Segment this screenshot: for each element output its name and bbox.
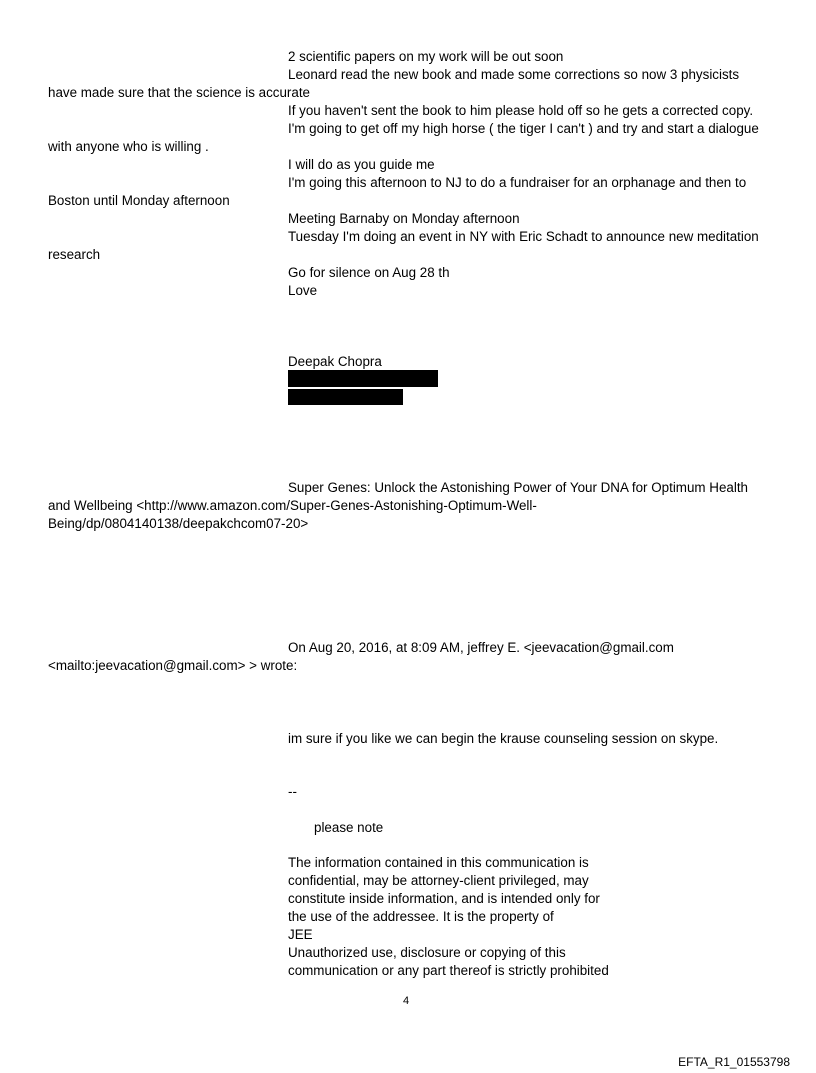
body-line: I'm going this afternoon to NJ to do a fundraiser for an orphanage and then to <box>288 175 747 190</box>
body-line: have made sure that the science is accurate <box>48 85 311 100</box>
quote-header: <mailto:jeevacation@gmail.com> > wrote: <box>48 658 298 673</box>
signature-name: Deepak Chopra <box>288 354 382 369</box>
body-line: 2 scientific papers on my work will be out soon <box>288 49 564 64</box>
quote-message: im sure if you like we can begin the krause counseling session on skype. <box>288 731 719 746</box>
book-link[interactable]: and Wellbeing <http://www.amazon.com/Super-Genes-Astonishing-Optimum-Well- <box>48 498 537 513</box>
disclaimer-line: the use of the addressee. It is the property of <box>288 909 554 924</box>
note-title: please note <box>314 820 384 835</box>
body-line: Meeting Barnaby on Monday afternoon <box>288 211 520 226</box>
book-promo: Super Genes: Unlock the Astonishing Power of Your DNA for Optimum Health <box>288 480 748 495</box>
body-line: Tuesday I'm doing an event in NY with Eric Schadt to announce new meditation <box>288 229 759 244</box>
body-line: Go for silence on Aug 28 th <box>288 265 450 280</box>
body-line: If you haven't sent the book to him please hold off so he gets a corrected copy. <box>288 103 754 118</box>
disclaimer-line: The information contained in this communication is <box>288 855 589 870</box>
body-line: Leonard read the new book and made some corrections so now 3 physicists <box>288 67 740 82</box>
disclaimer-line: Unauthorized use, disclosure or copying of this <box>288 945 566 960</box>
body-line: Boston until Monday afternoon <box>48 193 230 208</box>
body-line: research <box>48 247 101 262</box>
body-line: I will do as you guide me <box>288 157 435 172</box>
body-line: Love <box>288 283 318 298</box>
body-line: with anyone who is willing . <box>48 139 209 154</box>
redaction-block <box>288 370 438 387</box>
page-number: 4 <box>403 995 410 1007</box>
book-link[interactable]: Being/dp/0804140138/deepakchcom07-20> <box>48 516 309 531</box>
disclaimer-line: confidential, may be attorney-client privileged, may <box>288 873 589 888</box>
redaction-block <box>288 389 403 405</box>
disclaimer-line: communication or any part thereof is strictly prohibited <box>288 963 609 978</box>
separator: -- <box>288 784 297 799</box>
disclaimer-line: constitute inside information, and is intended only for <box>288 891 600 906</box>
body-line: I'm going to get off my high horse ( the tiger I can't ) and try and start a dialogue <box>288 121 759 136</box>
disclaimer-line: JEE <box>288 927 313 942</box>
quote-header: On Aug 20, 2016, at 8:09 AM, jeffrey E. <jeevacation@gmail.com <box>288 640 674 655</box>
document-id: EFTA_R1_01553798 <box>678 1055 790 1069</box>
